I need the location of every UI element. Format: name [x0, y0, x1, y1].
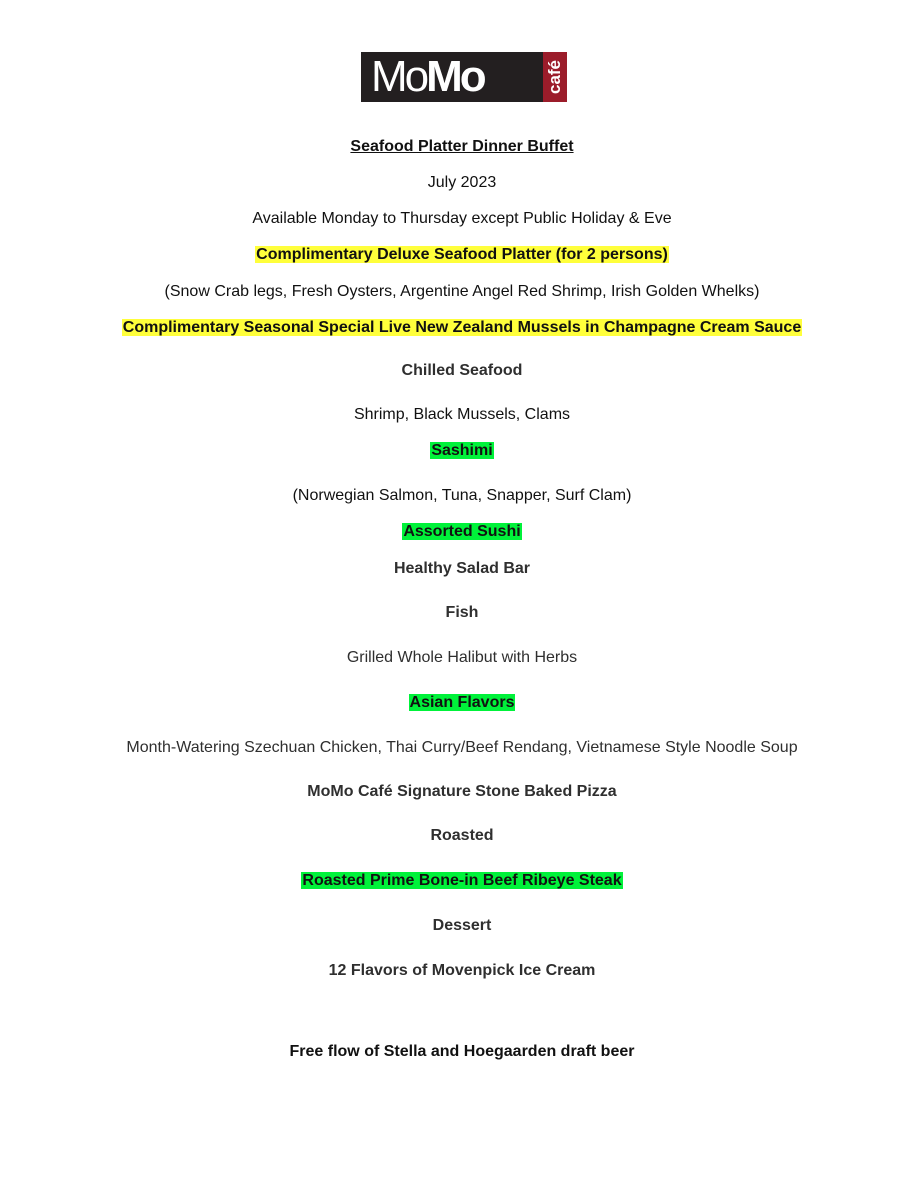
menu-date: July 2023: [427, 174, 497, 191]
availability-line: [0, 209, 924, 229]
sushi-heading-line: [0, 522, 924, 542]
asian-items-line: [0, 738, 924, 758]
fish-items: Grilled Whole Halibut with Herbs: [346, 649, 578, 666]
logo-wordmark: [371, 52, 484, 102]
roasted-items: Roasted Prime Bone-in Beef Ribeye Steak: [302, 872, 622, 889]
logo-text-light: Mo: [371, 52, 427, 101]
fish-heading-line: [0, 603, 924, 623]
asian-heading: Asian Flavors: [409, 694, 515, 711]
salad-heading-line: [0, 559, 924, 579]
roasted-heading: Roasted: [430, 827, 494, 844]
menu-date-line: [0, 173, 924, 193]
dessert-heading-line: [0, 916, 924, 936]
fish-items-line: [0, 648, 924, 668]
salad-heading: Healthy Salad Bar: [393, 560, 531, 577]
logo-text-bold: Mo: [426, 52, 484, 101]
menu-title-line: [0, 137, 924, 157]
promo-platter-items: (Snow Crab legs, Fresh Oysters, Argentine Angel Red Shrimp, Irish Golden Whelks): [164, 283, 760, 300]
dessert-heading: Dessert: [432, 917, 492, 934]
roasted-items-line: [0, 871, 924, 891]
dessert-items: 12 Flavors of Movenpick Ice Cream: [328, 962, 596, 979]
promo-mussels-line: [0, 318, 924, 338]
chilled-heading: Chilled Seafood: [401, 362, 523, 379]
promo-mussels: Complimentary Seasonal Special Live New Zealand Mussels in Champagne Cream Sauce: [122, 319, 802, 336]
roasted-heading-line: [0, 826, 924, 846]
sashimi-heading: Sashimi: [431, 442, 493, 459]
sashimi-items: (Norwegian Salmon, Tuna, Snapper, Surf Clam): [292, 487, 632, 504]
availability-text: Available Monday to Thursday except Public Holiday & Eve: [252, 210, 672, 227]
logo-cafe-tab: [543, 52, 567, 102]
asian-heading-line: [0, 693, 924, 713]
beer-offer: Free flow of Stella and Hoegaarden draft beer: [289, 1043, 635, 1060]
promo-platter-line: [0, 245, 924, 265]
pizza-heading-line: [0, 782, 924, 802]
promo-platter: Complimentary Deluxe Seafood Platter (for 2 persons): [256, 246, 668, 263]
sashimi-items-line: [0, 486, 924, 506]
beer-line: [0, 1042, 924, 1062]
menu-title: Seafood Platter Dinner Buffet: [350, 138, 574, 155]
logo-cafe-text: café: [545, 59, 564, 95]
sushi-heading: Assorted Sushi: [403, 523, 521, 540]
chilled-heading-line: [0, 361, 924, 381]
asian-items: Month-Watering Szechuan Chicken, Thai Curry/Beef Rendang, Vietnamese Style Noodle Soup: [126, 739, 798, 756]
promo-platter-items-line: [0, 282, 924, 302]
fish-heading: Fish: [445, 604, 479, 621]
momo-cafe-logo: [361, 52, 567, 102]
chilled-items: Shrimp, Black Mussels, Clams: [353, 406, 571, 423]
chilled-items-line: [0, 405, 924, 425]
sashimi-heading-line: [0, 441, 924, 461]
pizza-heading: MoMo Café Signature Stone Baked Pizza: [307, 783, 617, 800]
dessert-items-line: [0, 961, 924, 981]
